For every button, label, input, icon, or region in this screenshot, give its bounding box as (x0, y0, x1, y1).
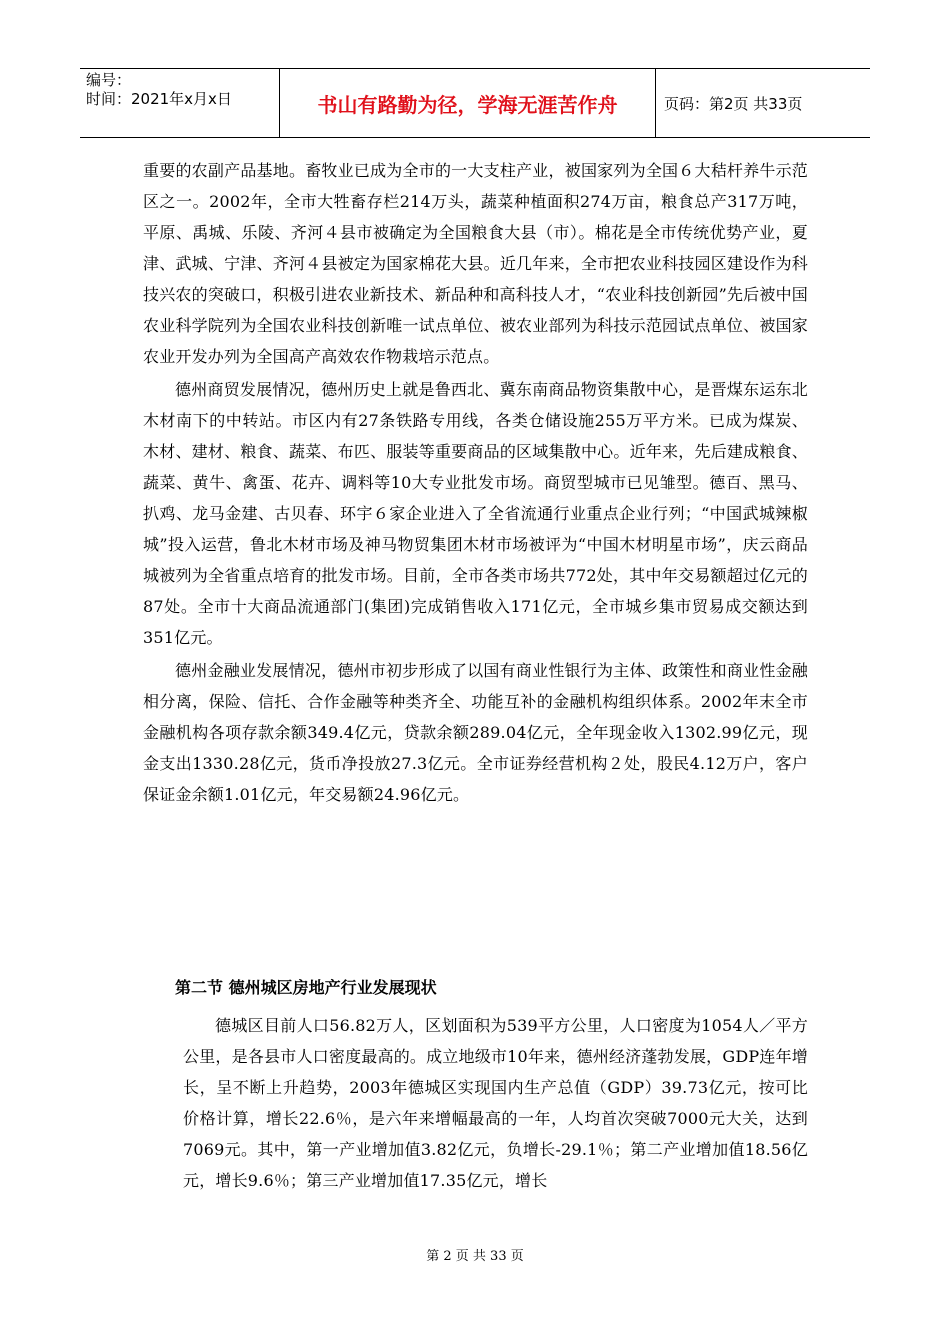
header-meta (80, 69, 280, 137)
header-motto: 书山有路勤为径，学海无涯苦作舟 (280, 69, 656, 137)
paragraph-agriculture: 重要的农副产品基地。畜牧业已成为全市的一大支柱产业，被国家列为全国６大秸杆养牛示范区之一。2002年，全市大牲畜存栏214万头，蔬菜种植面积274万亩，粮食总产317万吨，平原、禹城、乐陵、齐河４县市被确定为全国粮食大县（市）。棉花是全市传统优势产业，夏津、武城、宁津、齐河４县被定为国家棉花大县。近几年来，全市把农业科技园区建设作为科技兴农的突破口，积极引进农业新技术、新品种和高科技人才，“农业科技创新园”先后被中国农业科学院列为全国农业科技创新唯一试点单位、被农业部列为科技示范园试点单位、被国家农业开发办列为全国高产高效农作物栽培示范点。 (143, 161, 808, 366)
header-page-info: 页码：第2页 共33页 (664, 94, 803, 113)
paragraph-real-estate: 德城区目前人口56.82万人，区划面积为539平方公里，人口密度为1054人／平方公里，是各县市人口密度最高的。成立地级市10年来，德州经济蓬勃发展，GDP连年增长，呈不断上升趋势，2003年德城区实现国内生产总值（GDP）39.73亿元，按可比价格计算，增长22.6％，是六年来增幅最高的一年，人均首次突破7000元大关，达到7069元。其中，第一产业增加值3.82亿元，负增长-29.1％；第二产业增加值18.56亿元，增长9.6％；第三产业增加值17.35亿元，增长 (183, 1016, 808, 1190)
section-title: 第二节 德州城区房地产行业发展现状 (175, 978, 437, 997)
page-header (80, 68, 870, 138)
header-number: 编号： (86, 71, 132, 89)
paragraph-finance: 德州金融业发展情况，德州市初步形成了以国有商业性银行为主体、政策性和商业性金融相分离，保险、信托、合作金融等种类齐全、功能互补的金融机构组织体系。2002年末全市金融机构各项存款余额349.4亿元，贷款余额289.04亿元，全年现金收入1302.99亿元，现金支出1330.28亿元，货币净投放27.3亿元。全市证券经营机构２处，股民4.12万户，客户保证金余额1.01亿元，年交易额24.96亿元。 (143, 661, 808, 804)
main-text (143, 155, 808, 810)
page-footer: 第 2 页 共 33 页 (426, 1249, 524, 1264)
paragraph-commerce: 德州商贸发展情况，德州历史上就是鲁西北、冀东南商品物资集散中心，是晋煤东运东北木材南下的中转站。市区内有27条铁路专用线，各类仓储设施255万平方米。已成为煤炭、木材、建材、粮食、蔬菜、布匹、服装等重要商品的区域集散中心。近年来，先后建成粮食、蔬菜、黄牛、禽蛋、花卉、调料等10大专业批发市场。商贸型城市已见雏型。德百、黑马、扒鸡、龙马金建、古贝春、环宇６家企业进入了全省流通行业重点企业行列；“中国武城辣椒城”投入运营，鲁北木材市场及神马物贸集团木材市场被评为“中国木材明星市场”，庆云商品城被列为全省重点培育的批发市场。目前，全市各类市场共772处，其中年交易额超过亿元的87处。全市十大商品流通部门(集团)完成销售收入171亿元，全市城乡集市贸易成交额达到351亿元。 (143, 380, 808, 647)
header-time: 时间：2021年x月x日 (86, 90, 232, 108)
section-text (183, 1010, 808, 1196)
